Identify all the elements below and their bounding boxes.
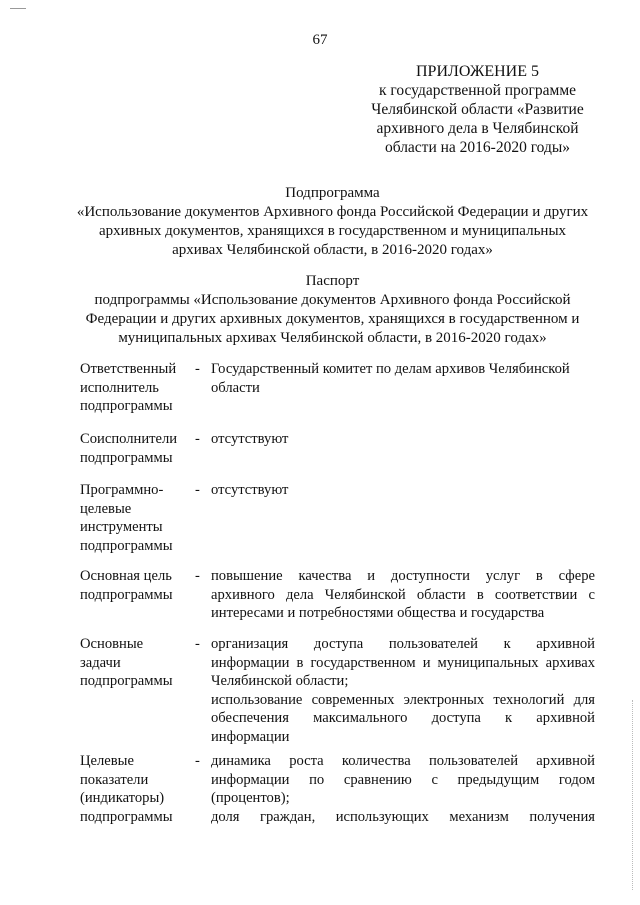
row-value-line: информации [211, 728, 290, 745]
row-label [80, 567, 188, 604]
row-label-line: Основная цель [80, 568, 172, 584]
row-label-line: подпрограммы [80, 449, 173, 466]
row-label [80, 635, 188, 691]
row-label-line: (индикаторы) [80, 790, 165, 807]
row-label-line: Соисполнители [80, 431, 178, 447]
row-label-line: целевые [80, 500, 132, 517]
row-value [211, 430, 595, 449]
appendix-block [345, 62, 610, 157]
row-dash: - [195, 482, 200, 498]
row-label-line: показатели [80, 771, 149, 788]
row-value-line: информации по сравнению с предыдущим годом [211, 771, 595, 788]
subprogram-heading: Подпрограмма [285, 185, 380, 201]
row-value-line: архивного дела Челябинской области в соответствии с [211, 586, 595, 603]
row-label-line: Ответственный [80, 361, 177, 377]
page-number: 67 [312, 32, 328, 48]
passport-line: Федерации и других архивных документов, хранящихся в государственном и [85, 311, 580, 327]
row-label [80, 360, 188, 416]
row-value-line: (процентов); [211, 790, 290, 807]
row-value-line: организация доступа пользователей к архивной [211, 636, 595, 652]
row-value-line: использование современных электронных технологий для [211, 691, 595, 708]
passport-line: муниципальных архивах Челябинской области, в 2016-2020 годах» [118, 330, 547, 346]
row-label-line: задачи [80, 654, 121, 671]
row-value-line: информации в государственном и муниципальных архивах [211, 654, 595, 671]
row-dash: - [195, 753, 200, 769]
row-value-line: Государственный комитет по делам архивов Челябинской [211, 361, 570, 377]
row-value-line: области [211, 379, 260, 396]
row-label-line: подпрограммы [80, 537, 173, 554]
row-value [211, 567, 595, 623]
row-value-line: отсутствуют [211, 431, 289, 447]
row-label-line: подпрограммы [80, 808, 173, 825]
row-label [80, 752, 188, 826]
appendix-line: архивного дела в Челябинской [376, 120, 579, 137]
appendix-line: к государственной программе [378, 82, 577, 99]
row-label-line: Программно- [80, 482, 164, 498]
row-value-line: повышение качества и доступности услуг в сфере [211, 568, 595, 584]
row-value-line: обеспечения максимального доступа к архивной [211, 710, 595, 727]
row-value-line: отсутствуют [211, 482, 289, 498]
row-value [211, 481, 595, 500]
scan-edge-artifact [632, 700, 633, 890]
scan-mark [10, 8, 26, 9]
passport-heading: Паспорт [305, 273, 360, 289]
row-label-line: исполнитель [80, 379, 159, 396]
row-label [80, 430, 188, 467]
row-label-line: подпрограммы [80, 673, 173, 690]
row-label-line: Основные [80, 636, 144, 652]
row-dash: - [195, 431, 200, 447]
row-value-line: интересами и потребностями общества и государства [211, 605, 545, 622]
row-value [211, 360, 595, 397]
row-value-line: динамика роста количества пользователей архивной [211, 753, 595, 769]
row-label-line: Целевые [80, 753, 134, 769]
row-value-line: доля граждан, использующих механизм получения [211, 808, 595, 825]
row-value [211, 635, 595, 747]
row-dash: - [195, 636, 200, 652]
passport-title-block [60, 272, 605, 348]
subprogram-title-block [60, 184, 605, 260]
row-label-line: подпрограммы [80, 586, 173, 603]
appendix-line: Челябинской области «Развитие [371, 101, 584, 118]
subprogram-line: архивных документов, хранящихся в государственном и муниципальных [98, 223, 567, 239]
appendix-heading: ПРИЛОЖЕНИЕ 5 [415, 63, 539, 80]
row-dash: - [195, 361, 200, 377]
subprogram-line: «Использование документов Архивного фонда Российской Федерации и других [76, 204, 589, 220]
row-label [80, 481, 188, 555]
row-label-line: подпрограммы [80, 398, 173, 415]
passport-line: подпрограммы «Использование документов Архивного фонда Российской [94, 292, 571, 308]
subprogram-line: архивах Челябинской области, в 2016-2020 годах» [172, 242, 493, 258]
row-label-line: инструменты [80, 519, 163, 536]
appendix-line: области на 2016-2020 годы» [384, 139, 571, 156]
row-value-line: Челябинской области; [211, 673, 349, 690]
row-dash: - [195, 568, 200, 584]
row-value [211, 752, 595, 826]
